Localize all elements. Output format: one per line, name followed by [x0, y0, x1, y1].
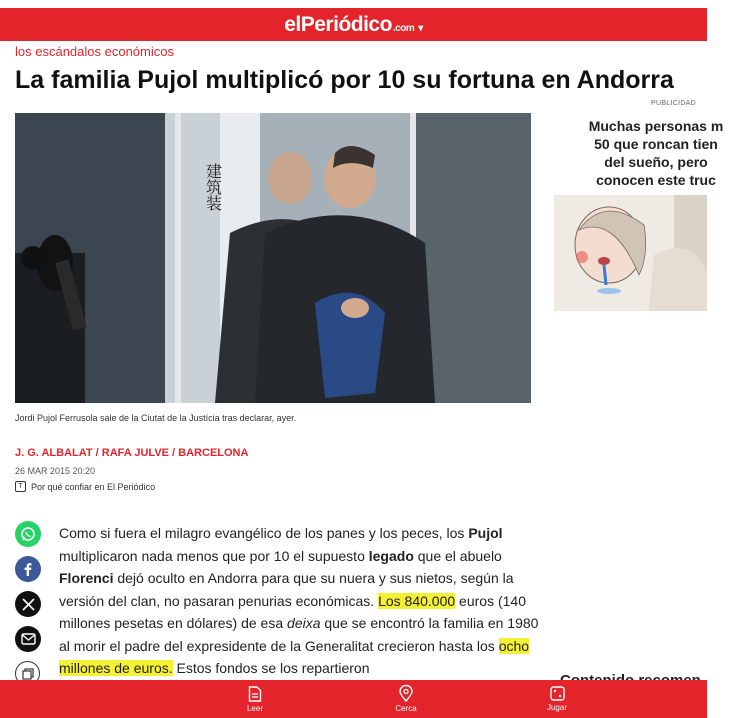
- top-bar: [0, 8, 707, 41]
- advertising-label: PUBLICIDAD: [651, 100, 697, 107]
- trust-icon: T: [15, 481, 26, 492]
- copy-icon: [22, 668, 34, 680]
- photo-caption: Jordi Pujol Ferrusola sale de la Ciutat de la Justícia tras declarar, ayer.: [15, 413, 297, 423]
- share-x-button[interactable]: [15, 591, 41, 617]
- article-body: [59, 522, 539, 680]
- dice-icon: [550, 686, 565, 701]
- facebook-icon: [21, 562, 35, 576]
- edition-dropdown-icon[interactable]: ▾: [418, 22, 423, 34]
- text-segment: Como si fuera el milagro evangélico de los panes y los peces, los: [59, 525, 469, 541]
- location-pin-icon: [399, 685, 413, 702]
- text-segment: Estos fondos se los repartieron: [172, 660, 370, 676]
- nav-near[interactable]: [376, 680, 436, 718]
- advertisement[interactable]: [554, 113, 724, 311]
- ad-line: Muchas personas m: [588, 118, 724, 134]
- nav-near-label: Cerca: [395, 704, 417, 713]
- logo-text: elPeriódico: [284, 12, 392, 36]
- nav-read[interactable]: [225, 680, 285, 718]
- photo-sign: 建筑装: [203, 163, 223, 211]
- bold-term: Pujol: [468, 525, 503, 541]
- highlighted-text: ocho millones de euros.: [59, 637, 530, 676]
- article-photo[interactable]: [15, 113, 531, 403]
- share-mail-button[interactable]: [15, 626, 41, 652]
- text-segment: multiplicaron nada menos que por 10 el supuesto: [59, 547, 369, 564]
- highlighted-text: Los 840.000: [378, 592, 456, 609]
- logo-suffix: .com: [392, 22, 415, 34]
- site-logo[interactable]: [284, 13, 423, 37]
- share-facebook-button[interactable]: [15, 556, 41, 582]
- bold-term: legado: [368, 547, 414, 564]
- article-date: 26 MAR 2015 20:20: [15, 466, 96, 476]
- article-headline: La familia Pujol multiplicó por 10 su fortuna en Andorra: [15, 66, 674, 94]
- ad-image: [554, 195, 707, 311]
- nav-read-label: Leer: [246, 703, 263, 713]
- ad-line: del sueño, pero: [604, 154, 708, 170]
- mail-icon: [21, 633, 36, 645]
- bottom-nav: [0, 680, 707, 718]
- bold-term: Florenci: [59, 570, 114, 586]
- italic-term: deixa: [287, 615, 321, 631]
- section-kicker[interactable]: los escándalos económicos: [15, 44, 174, 59]
- nav-play[interactable]: [527, 680, 587, 718]
- trust-link[interactable]: [15, 481, 155, 492]
- text-segment: dejó oculto en Andorra para que su nuera y sus nietos, según la versión del clan, no pasaran penurias económicas.: [59, 570, 514, 609]
- text-segment: que el abuelo: [413, 547, 502, 564]
- ad-text: [566, 113, 746, 189]
- photo-illustration: [15, 113, 531, 403]
- x-icon: [22, 598, 35, 611]
- share-whatsapp-button[interactable]: [15, 521, 41, 547]
- document-icon: [248, 686, 262, 702]
- text-segment: euros (140 millones pesetas en dólares) de esa: [59, 592, 526, 631]
- whatsapp-icon: [20, 526, 36, 542]
- article-authors[interactable]: J. G. ALBALAT / RAFA JULVE / BARCELONA: [15, 447, 249, 459]
- trust-label: Por qué confiar en El Periódico: [31, 481, 156, 492]
- nav-play-label: Jugar: [546, 703, 567, 712]
- ad-line: 50 que roncan tien: [594, 136, 718, 152]
- text-segment: que se encontró la familia en 1980 al morir el padre del expresidente de la Generalitat crecieron hasta los: [59, 615, 539, 654]
- ad-line: conocen este truc: [596, 172, 716, 188]
